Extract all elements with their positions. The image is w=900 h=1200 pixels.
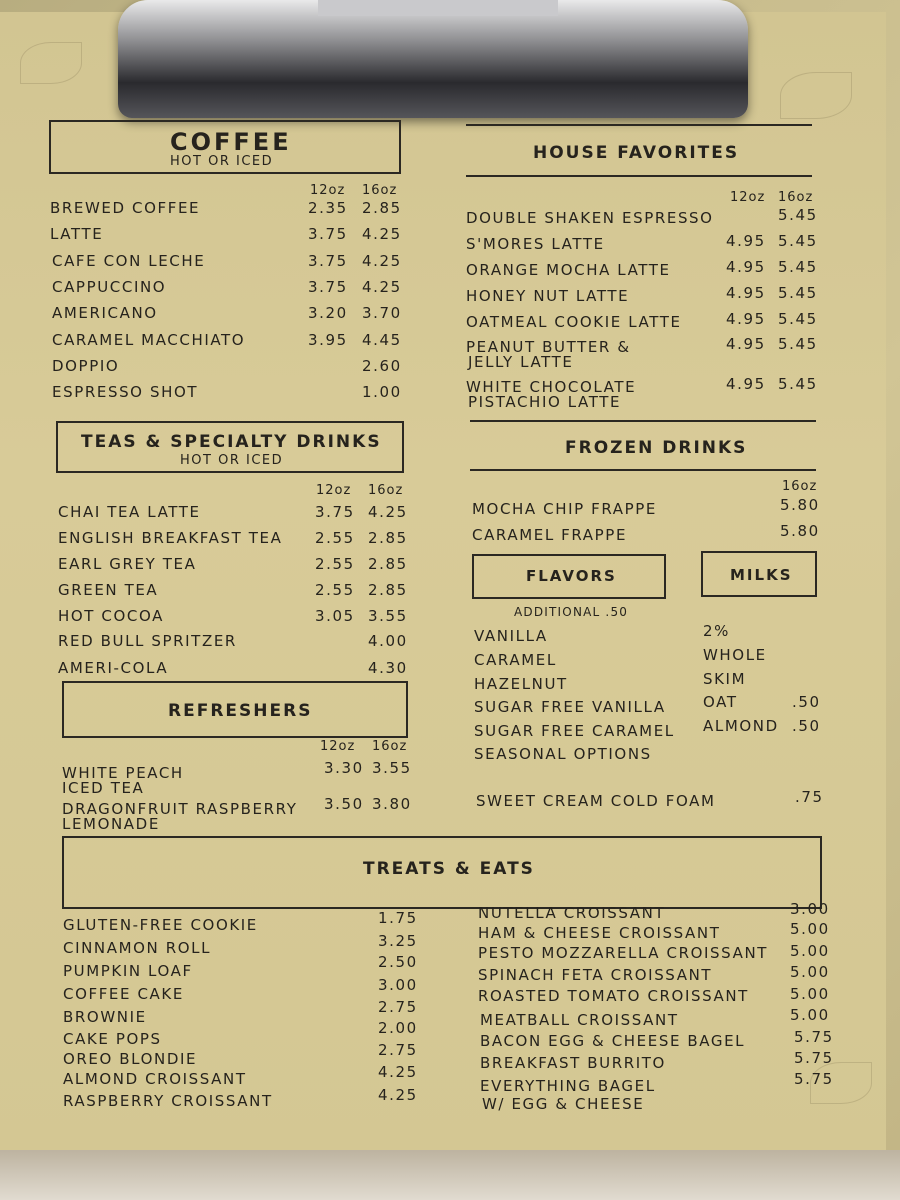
item-price: 2.50 [378, 953, 418, 971]
price-16oz: 2.85 [368, 529, 408, 547]
price-12oz: 3.30 [324, 759, 364, 777]
price-16oz: 1.00 [362, 383, 402, 401]
menu-item-name: BREAKFAST BURRITO [480, 1054, 666, 1072]
price-16oz: 5.45 [778, 258, 818, 276]
item-price: 2.00 [378, 1019, 418, 1037]
price-16oz: 3.70 [362, 304, 402, 322]
price-16oz: 4.25 [362, 252, 402, 270]
menu-item-name: CARAMEL MACCHIATO [52, 331, 246, 349]
coffee-size-12: 12oz [310, 183, 346, 198]
house-size-12: 12oz [730, 190, 766, 205]
menu-item-name: CAPPUCCINO [52, 278, 167, 296]
menu-item-name: LATTE [50, 225, 104, 243]
menu-item-name-cont: ICED TEA [62, 779, 145, 797]
price-12oz: 3.50 [324, 795, 364, 813]
frozen-rule-bottom [470, 469, 816, 471]
menu-item-name: ESPRESSO SHOT [52, 383, 199, 401]
menu-item-name: HAM & CHEESE CROISSANT [478, 924, 721, 942]
item-price: 5.00 [790, 1006, 830, 1024]
flavor-option: SUGAR FREE CARAMEL [474, 722, 675, 740]
price-12oz: 4.95 [726, 232, 766, 250]
item-price: 4.25 [378, 1063, 418, 1081]
menu-item-name: CARAMEL FRAPPE [472, 526, 628, 544]
price-12oz: 4.95 [726, 335, 766, 353]
menu-item-name: CHAI TEA LATTE [58, 503, 201, 521]
teas-size-12: 12oz [316, 483, 352, 498]
menu-item-name: COFFEE CAKE [63, 985, 184, 1003]
milk-option: WHOLE [703, 646, 767, 664]
price-12oz: 3.75 [308, 225, 348, 243]
menu-item-name-cont: W/ EGG & CHEESE [482, 1095, 645, 1113]
price-16oz: 5.45 [778, 206, 818, 224]
price-16oz: 3.55 [372, 759, 412, 777]
coffee-title: COFFEE [170, 128, 292, 156]
price-12oz: 4.95 [726, 310, 766, 328]
menu-item-name: PEANUT BUTTER & [466, 338, 631, 356]
price-16oz: 4.30 [368, 659, 408, 677]
flavor-option: HAZELNUT [474, 675, 568, 693]
menu-item-name: CAKE POPS [63, 1030, 162, 1048]
menu-item-name: OREO BLONDIE [63, 1050, 198, 1068]
price-12oz: 3.75 [308, 278, 348, 296]
menu-item-name: CAFE CON LECHE [52, 252, 206, 270]
menu-item-name: HOT COCOA [58, 607, 164, 625]
milk-option: OAT [703, 693, 738, 711]
menu-item-name: AMERI-COLA [58, 659, 169, 677]
item-price: 3.25 [378, 932, 418, 950]
flavors-note: ADDITIONAL .50 [514, 605, 629, 619]
frozen-rule-top [470, 420, 816, 422]
menu-item-name: OATMEAL COOKIE LATTE [466, 313, 682, 331]
price-12oz: 2.55 [315, 555, 355, 573]
price-16oz: 5.45 [778, 232, 818, 250]
treats-title: TREATS & EATS [363, 859, 535, 879]
price-16oz: 5.45 [778, 335, 818, 353]
menu-item-name: RASPBERRY CROISSANT [63, 1092, 273, 1110]
menu-item-name: NUTELLA CROISSANT [478, 904, 666, 922]
refreshers-size-16: 16oz [372, 739, 408, 754]
item-price: 4.25 [378, 1086, 418, 1104]
menu-item-name: ROASTED TOMATO CROISSANT [478, 987, 749, 1005]
menu-item-name: ENGLISH BREAKFAST TEA [58, 529, 283, 547]
milk-option: SKIM [703, 670, 747, 688]
menu-item-name: AMERICANO [52, 304, 158, 322]
menu-item-name: BROWNIE [63, 1008, 147, 1026]
menu-item-name: ALMOND CROISSANT [63, 1070, 247, 1088]
price-16oz: 4.00 [368, 632, 408, 650]
frozen-title: FROZEN DRINKS [565, 438, 748, 458]
refreshers-size-12: 12oz [320, 739, 356, 754]
price-16oz: 5.45 [778, 375, 818, 393]
cold-foam-name: SWEET CREAM COLD FOAM [476, 792, 716, 810]
flavor-option: SUGAR FREE VANILLA [474, 698, 666, 716]
price-12oz: 4.95 [726, 375, 766, 393]
item-price: 2.75 [378, 998, 418, 1016]
menu-item-name: SPINACH FETA CROISSANT [478, 966, 713, 984]
clipboard-clip [118, 0, 748, 118]
table-surface [0, 1150, 900, 1200]
price-12oz: 2.55 [315, 581, 355, 599]
menu-item-name: CINNAMON ROLL [63, 939, 212, 957]
clip-hinge [318, 0, 558, 16]
item-price: 3.00 [790, 900, 830, 918]
leaf-decoration [780, 72, 852, 119]
price-12oz: 2.55 [315, 529, 355, 547]
price-12oz: 3.75 [315, 503, 355, 521]
price-16oz: 5.80 [780, 496, 820, 514]
price-12oz: 3.20 [308, 304, 348, 322]
price-16oz: 2.85 [362, 199, 402, 217]
menu-item-name: EVERYTHING BAGEL [480, 1077, 656, 1095]
price-16oz: 5.80 [780, 522, 820, 540]
milks-title: MILKS [730, 566, 793, 584]
milk-option: ALMOND [703, 717, 779, 735]
price-16oz: 4.25 [362, 225, 402, 243]
item-price: 5.00 [790, 963, 830, 981]
price-16oz: 5.45 [778, 284, 818, 302]
milk-price: .50 [792, 693, 821, 711]
price-16oz: 5.45 [778, 310, 818, 328]
menu-item-name: DOUBLE SHAKEN ESPRESSO [466, 209, 714, 227]
item-price: 3.00 [378, 976, 418, 994]
price-16oz: 4.25 [368, 503, 408, 521]
cold-foam-price: .75 [795, 788, 824, 806]
price-12oz: 3.95 [308, 331, 348, 349]
house-rule-bottom [466, 175, 812, 177]
refreshers-title: REFRESHERS [168, 701, 313, 721]
teas-subtitle: HOT OR ICED [180, 453, 284, 468]
menu-item-name: GREEN TEA [58, 581, 159, 599]
menu-item-name-cont: LEMONADE [62, 815, 160, 833]
house-size-16: 16oz [778, 190, 814, 205]
frozen-size-16: 16oz [782, 479, 818, 494]
menu-item-name: MEATBALL CROISSANT [480, 1011, 679, 1029]
flavor-option: SEASONAL OPTIONS [474, 745, 652, 763]
item-price: 5.00 [790, 920, 830, 938]
price-16oz: 4.45 [362, 331, 402, 349]
flavors-title: FLAVORS [526, 567, 617, 585]
menu-item-name: BREWED COFFEE [50, 199, 201, 217]
price-12oz: 4.95 [726, 258, 766, 276]
price-12oz: 3.75 [308, 252, 348, 270]
coffee-subtitle: HOT OR ICED [170, 154, 274, 169]
flavor-option: CARAMEL [474, 651, 557, 669]
menu-item-name: HONEY NUT LATTE [466, 287, 630, 305]
house-rule-top [466, 124, 812, 126]
house-title: HOUSE FAVORITES [533, 143, 740, 163]
price-12oz: 3.05 [315, 607, 355, 625]
milk-option: 2% [703, 622, 730, 640]
menu-item-name: WHITE PEACH [62, 764, 184, 782]
item-price: 5.75 [794, 1028, 834, 1046]
price-16oz: 2.85 [368, 555, 408, 573]
milk-price: .50 [792, 717, 821, 735]
price-16oz: 2.85 [368, 581, 408, 599]
item-price: 5.75 [794, 1070, 834, 1088]
item-price: 5.75 [794, 1049, 834, 1067]
price-16oz: 3.80 [372, 795, 412, 813]
coffee-size-16: 16oz [362, 183, 398, 198]
price-12oz: 4.95 [726, 284, 766, 302]
menu-item-name-cont: JELLY LATTE [468, 353, 574, 371]
price-16oz: 2.60 [362, 357, 402, 375]
menu-item-name: BACON EGG & CHEESE BAGEL [480, 1032, 746, 1050]
menu-item-name: PESTO MOZZARELLA CROISSANT [478, 944, 769, 962]
menu-item-name: DRAGONFRUIT RASPBERRY [62, 800, 298, 818]
menu-item-name: GLUTEN-FREE COOKIE [63, 916, 258, 934]
price-16oz: 3.55 [368, 607, 408, 625]
menu-item-name-cont: PISTACHIO LATTE [468, 393, 622, 411]
price-16oz: 4.25 [362, 278, 402, 296]
price-12oz: 2.35 [308, 199, 348, 217]
item-price: 1.75 [378, 909, 418, 927]
item-price: 5.00 [790, 985, 830, 1003]
leaf-decoration [20, 42, 82, 84]
menu-item-name: MOCHA CHIP FRAPPE [472, 500, 657, 518]
menu-item-name: ORANGE MOCHA LATTE [466, 261, 671, 279]
menu-item-name: S'MORES LATTE [466, 235, 605, 253]
item-price: 5.00 [790, 942, 830, 960]
menu-item-name: WHITE CHOCOLATE [466, 378, 637, 396]
menu-item-name: RED BULL SPRITZER [58, 632, 237, 650]
teas-size-16: 16oz [368, 483, 404, 498]
flavor-option: VANILLA [474, 627, 548, 645]
menu-item-name: PUMPKIN LOAF [63, 962, 193, 980]
menu-item-name: DOPPIO [52, 357, 120, 375]
item-price: 2.75 [378, 1041, 418, 1059]
teas-title: TEAS & SPECIALTY DRINKS [81, 432, 382, 452]
menu-item-name: EARL GREY TEA [58, 555, 197, 573]
